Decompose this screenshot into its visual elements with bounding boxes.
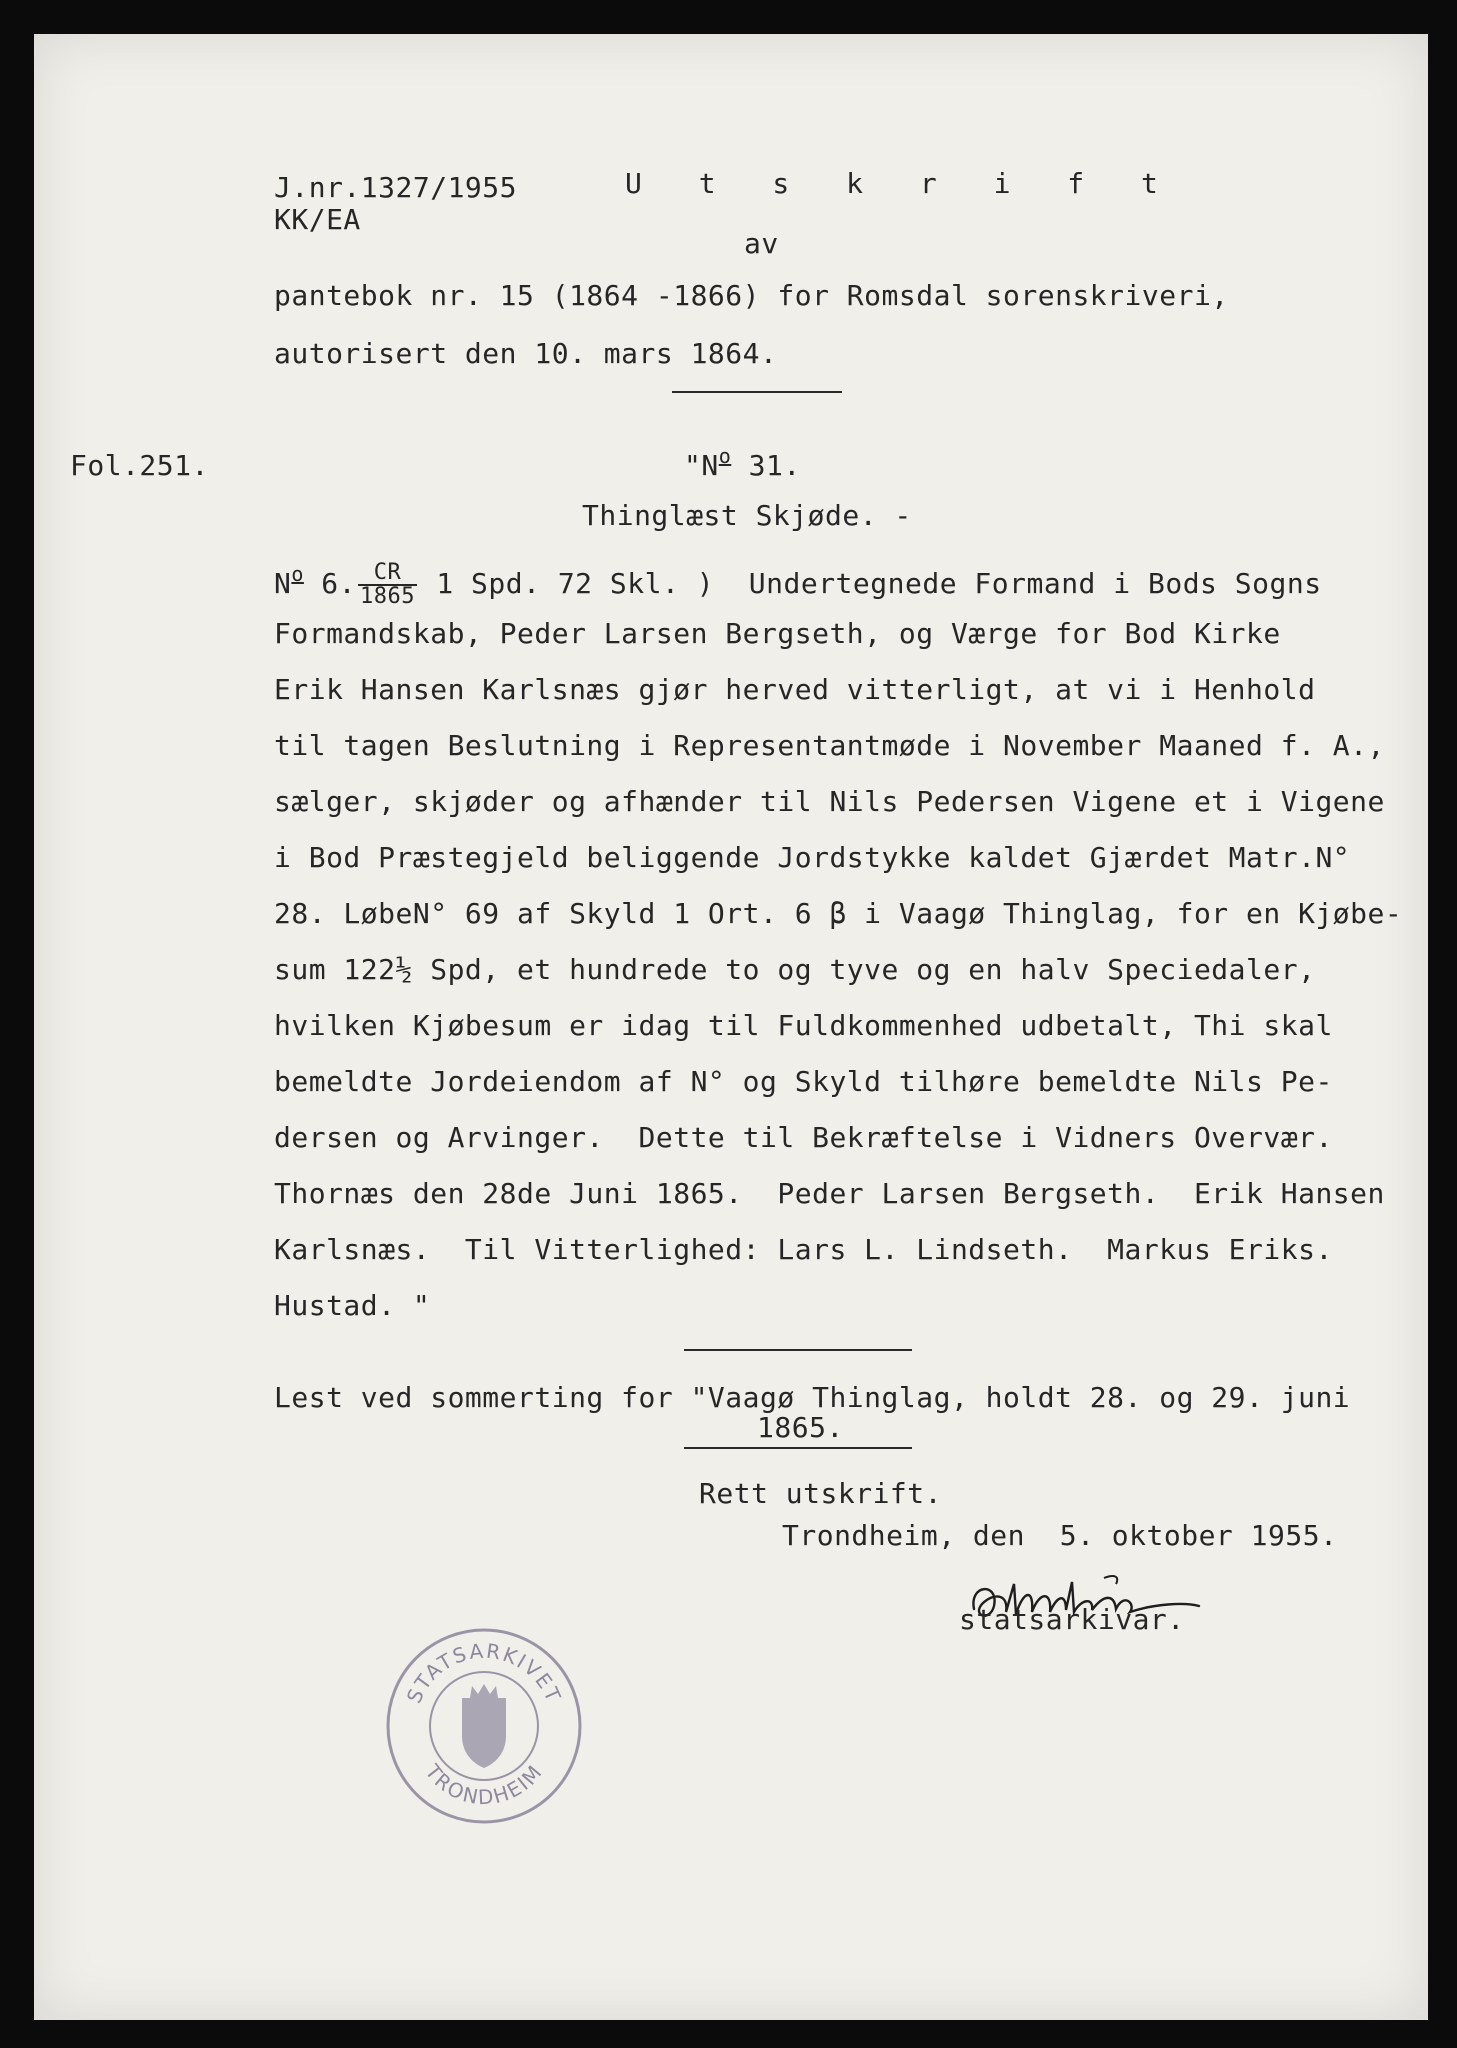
read-at-court-line: Lest ved sommerting for "Vaagø Thinglag, holdt 28. og 29. juni — [274, 1381, 1351, 1414]
signer-title: statsarkivar. — [959, 1603, 1185, 1636]
entry-line: Karlsnæs. Til Vitterlighed: Lars L. Lindseth. Markus Eriks. — [274, 1233, 1333, 1266]
fraction-numerator: CR — [358, 562, 417, 586]
stamp-top-text: STATSARKIVET — [401, 1638, 567, 1707]
coat-of-arms-icon — [462, 1698, 506, 1768]
certified-copy: Rett utskrift. — [699, 1477, 943, 1510]
entry-line: sum 122½ Spd, et hundrede to og tyve og en halv Speciedaler, — [274, 953, 1316, 986]
archive-stamp — [384, 1626, 584, 1826]
entry-line: dersen og Arvinger. Dette til Bekræftelse i Vidners Overvær. — [274, 1121, 1333, 1154]
record-fraction — [358, 562, 417, 608]
entry-line: hvilken Kjøbesum er idag til Fuldkommenhed udbetalt, Thi skal — [274, 1009, 1333, 1042]
folio-number: Fol.251. — [70, 449, 209, 482]
header-divider — [672, 391, 842, 393]
entry-line: bemeldte Jordeiendom af N° og Skyld tilhøre bemeldte Nils Pe- — [274, 1065, 1333, 1098]
header-line-1: pantebok nr. 15 (1864 -1866) for Romsdal sorenskriveri, — [274, 279, 1229, 312]
entry-line-first-text: 1 Spd. 72 Skl. ) Undertegnede Formand i Bods Sogns — [418, 567, 1322, 600]
title-av: av — [744, 227, 779, 260]
footer-divider — [684, 1447, 912, 1449]
record-number: 6. — [303, 567, 356, 600]
entry-line: til tagen Beslutning i Representantmøde i November Maaned f. A., — [274, 729, 1385, 762]
entry-line-first — [274, 562, 1322, 608]
stamp-bottom-text: TRONDHEIM — [420, 1759, 548, 1810]
entry-line: Erik Hansen Karlsnæs gjør herved vitterligt, at vi i Henhold — [274, 673, 1316, 706]
entry-number-sup: o — [718, 444, 732, 468]
document-page — [34, 34, 1428, 2020]
no-abbrev: N — [274, 567, 292, 600]
entry-divider — [684, 1349, 912, 1351]
journal-number: J.nr.1327/1955 — [274, 171, 518, 204]
header-line-2: autorisert den 10. mars 1864. — [274, 337, 778, 370]
place-and-date: Trondheim, den 5. oktober 1955. — [782, 1519, 1338, 1552]
entry-number — [684, 444, 801, 482]
entry-line: Thornæs den 28de Juni 1865. Peder Larsen Bergseth. Erik Hansen — [274, 1177, 1385, 1210]
entry-line: Formandskab, Peder Larsen Bergseth, og Værge for Bod Kirke — [274, 617, 1281, 650]
read-at-court-year: 1865. — [757, 1411, 844, 1444]
document-title: U t s k r i f t — [625, 167, 1178, 200]
entry-number-prefix: "N — [684, 449, 719, 482]
entry-number-value: 31. — [731, 449, 801, 482]
no-abbrev-sup: o — [291, 562, 304, 586]
entry-line: i Bod Præstegjeld beliggende Jordstykke kaldet Gjærdet Matr.N° — [274, 841, 1351, 874]
fraction-denominator: 1865 — [359, 584, 415, 609]
entry-line: 28. LøbeN° 69 af Skyld 1 Ort. 6 β i Vaagø Thinglag, for en Kjøbe- — [274, 897, 1403, 930]
entry-line: Hustad. " — [274, 1289, 431, 1322]
initials: KK/EA — [274, 203, 361, 236]
entry-heading: Thinglæst Skjøde. - — [582, 499, 912, 532]
entry-line: sælger, skjøder og afhænder til Nils Pedersen Vigene et i Vigene — [274, 785, 1385, 818]
